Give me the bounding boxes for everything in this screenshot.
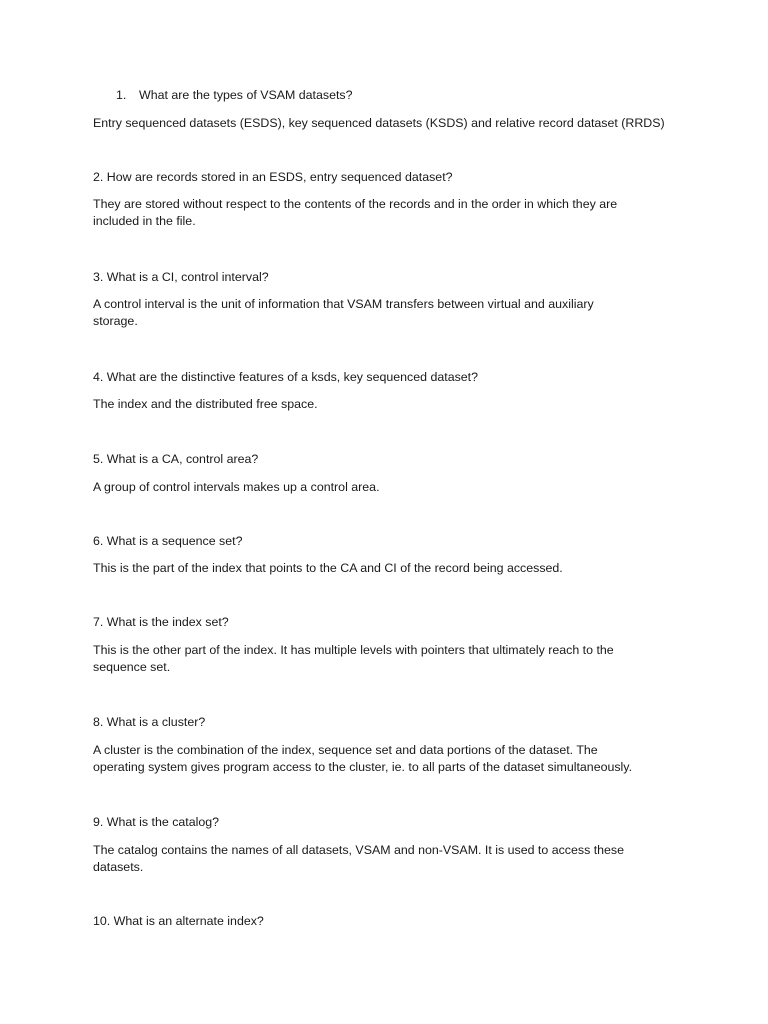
question-9: 9. What is the catalog? [93,815,220,829]
question-7: 7. What is the index set? [93,615,229,629]
answer-3-line-1: A control interval is the unit of information that VSAM transfers between virtual and auxiliary [93,297,594,311]
question-3: 3. What is a CI, control interval? [93,270,269,284]
question-6: 6. What is a sequence set? [93,534,243,548]
answer-1-line-1: Entry sequenced datasets (ESDS), key sequenced datasets (KSDS) and relative record dataset (RRDS) [93,116,665,130]
question-8: 8. What is a cluster? [93,715,206,729]
question-1-number: 1. [116,88,127,102]
answer-2-line-1: They are stored without respect to the contents of the records and in the order in which they are [93,197,618,211]
answer-4-line-1: The index and the distributed free space. [93,397,318,411]
question-10: 10. What is an alternate index? [93,914,264,928]
question-1: What are the types of VSAM datasets? [139,88,353,102]
answer-8-line-1: A cluster is the combination of the index, sequence set and data portions of the dataset. The [93,743,598,757]
answer-9-line-1: The catalog contains the names of all datasets, VSAM and non-VSAM. It is used to access these [93,843,625,857]
answer-9-line-2: datasets. [93,860,144,874]
answer-2-line-2: included in the file. [93,214,196,228]
question-4: 4. What are the distinctive features of a ksds, key sequenced dataset? [93,370,479,384]
answer-8-line-2: operating system gives program access to the cluster, ie. to all parts of the dataset simultaneously. [93,760,633,774]
answer-5-line-1: A group of control intervals makes up a control area. [93,480,380,494]
question-5: 5. What is a CA, control area? [93,452,259,466]
answer-7-line-2: sequence set. [93,660,171,674]
answer-6-line-1: This is the part of the index that points to the CA and CI of the record being accessed. [93,561,563,575]
question-2: 2. How are records stored in an ESDS, entry sequenced dataset? [93,170,453,184]
answer-7-line-1: This is the other part of the index. It has multiple levels with pointers that ultimately reach to the [93,643,614,657]
answer-3-line-2: storage. [93,314,138,328]
